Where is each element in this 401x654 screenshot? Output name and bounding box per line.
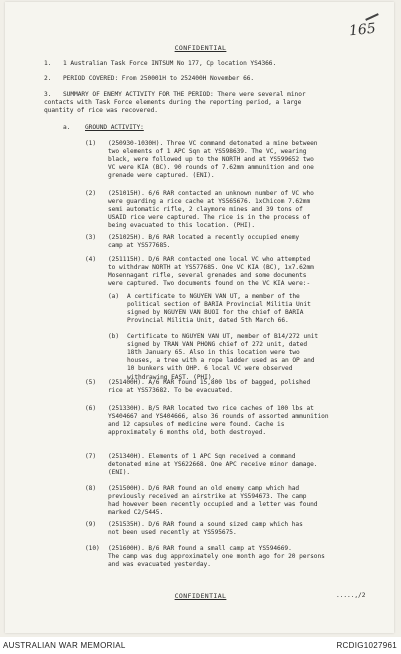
- item-line: (251400H). A/6 RAR found 15,800 lbs of bagged, polished: [108, 379, 311, 386]
- item-line: YS404667 and YS404666, also 36 rounds of assorted ammunition: [108, 413, 329, 421]
- item-line: (251330H). B/5 RAR located two rice caches of 100 lbs at: [108, 405, 314, 412]
- item-number: (3): [85, 234, 97, 241]
- para3-line: SUMMARY OF ENEMY ACTIVITY FOR THE PERIOD: There were several minor: [63, 91, 306, 98]
- item-line: (251600H). B/6 RAR found a small camp at YS594669.: [108, 545, 292, 552]
- section-a-label: a.: [63, 124, 71, 131]
- item-line: (251025H). B/6 RAR located a recently occupied enemy: [108, 234, 300, 241]
- item-line: two elements of 1 APC Sqn at YS598639. The VC, wearing: [108, 148, 307, 156]
- para3-line: quantity of rice was recovered.: [44, 107, 158, 114]
- item-number: (1): [85, 140, 97, 147]
- item-line: (251015H). 6/6 RAR contacted an unknown number of VC who: [108, 190, 314, 197]
- item-line: and 12 capsules of medicine were found. Cache is: [108, 421, 285, 429]
- item-line: (ENI).: [108, 469, 131, 477]
- item-line: signed by NGUYEN VAN BUOI for the chief of BARIA: [127, 309, 304, 317]
- item-line: 18th January 65. Also in this location were two: [127, 349, 300, 357]
- item-line: previously received an airstrike at YS594673. The camp: [108, 493, 307, 501]
- item-number: (9): [85, 521, 97, 528]
- para3-line: contacts with Task Force elements during the reporting period, a large: [44, 99, 302, 106]
- item-line: The camp was dug approximately one month ago for 20 persons: [108, 553, 325, 561]
- header-classification: CONFIDENTIAL: [174, 44, 227, 52]
- item-line: VC were KIA (BC). 90 rounds of 7.62mm ammunition and one: [108, 164, 314, 172]
- item-line: withdrawing EAST. (PHI).: [127, 373, 216, 381]
- archive-footer: [0, 637, 401, 654]
- para2-text: PERIOD COVERED: From 250001H to 252400H November 66.: [63, 75, 255, 82]
- para3-number: 3.: [44, 91, 52, 98]
- item-line: (251115H). D/6 RAR contacted one local VC who attempted: [108, 256, 311, 263]
- item-line: marked C2/5445.: [108, 509, 164, 517]
- item-line: were guarding a rice cache at YS565676. 1xChicom 7.62mm: [108, 198, 311, 206]
- item-line: (251535H). D/6 RAR found a sound sized camp which has: [108, 521, 303, 528]
- item-number: (10): [85, 545, 100, 552]
- item-line: signed by TRAN VAN PHONG chief of 272 unit, dated: [127, 341, 308, 349]
- folio-number: 165: [348, 20, 377, 40]
- item-line: houses, a tree with a rope ladder used as an OP and: [127, 357, 315, 365]
- item-number: (8): [85, 485, 97, 492]
- item-line: detonated mine at YS622668. One APC receive minor damage.: [108, 461, 318, 469]
- item-line: semi automatic rifle, 2 claymore mines and 39 tons of: [108, 206, 303, 214]
- item-line: not been used recently at YS595675.: [108, 529, 237, 537]
- item-line: 10 bunkers with OHP. 6 local VC were observed: [127, 365, 293, 373]
- para2-number: 2.: [44, 75, 52, 82]
- item-line: (251500H). D/6 RAR found an old enemy camp which had: [108, 485, 300, 492]
- archive-name: AUSTRALIAN WAR MEMORIAL: [3, 641, 126, 650]
- item-line: (250930-1030H). Three VC command detonated a mine between: [108, 140, 318, 147]
- page-continuation: .....,/2: [336, 592, 366, 599]
- para1-text: 1 Australian Task Force INTSUM No 177, Cp location YS4366.: [63, 60, 277, 67]
- item-line: and was evacuated yesterday.: [108, 561, 211, 569]
- item-line: black, were followed up to the NORTH and at YS599652 two: [108, 156, 314, 164]
- item-number: (a): [108, 293, 120, 300]
- item-line: USAID rice were captured. The rice is in the process of: [108, 214, 311, 222]
- footer-classification: CONFIDENTIAL: [174, 592, 227, 600]
- item-number: (b): [108, 333, 120, 340]
- item-number: (5): [85, 379, 97, 386]
- item-line: being evacuated to this location. (PHI).: [108, 222, 256, 230]
- item-line: camp at YS577685.: [108, 242, 171, 250]
- item-line: Mosennagant rifle, several grenades and some documents: [108, 272, 307, 280]
- item-line: (251340H). Elements of 1 APC Sqn received a command: [108, 453, 296, 460]
- para1-number: 1.: [44, 60, 52, 67]
- folio-mark: [365, 13, 379, 21]
- item-line: A certificate to NGUYEN VAN UT, a member of the: [127, 293, 300, 300]
- archive-reference: RCDIG1027961: [336, 641, 397, 650]
- item-line: rice at YS573682. To be evacuated.: [108, 387, 233, 395]
- item-number: (2): [85, 190, 97, 197]
- item-line: Provincial Militia Unit, dated 5th March 66.: [127, 317, 289, 325]
- section-a-title: GROUND ACTIVITY:: [85, 124, 144, 131]
- item-line: Certificate to NGUYEN VAN UT, member of B14/272 unit: [127, 333, 319, 340]
- item-line: to withdraw NORTH at YS577685. One VC KIA (BC), 1x7.62mm: [108, 264, 314, 272]
- item-line: approximately 6 months old, both destroyed.: [108, 429, 267, 437]
- item-line: were captured. Two documents found on the VC KIA were:-: [108, 280, 311, 288]
- item-line: political section of BARIA Provincial Militia Unit: [127, 301, 311, 309]
- item-line: had however been recently occupied and a letter was found: [108, 501, 318, 509]
- item-number: (7): [85, 453, 97, 460]
- item-number: (6): [85, 405, 97, 412]
- item-number: (4): [85, 256, 97, 263]
- item-line: grenade were captured. (ENI).: [108, 172, 215, 180]
